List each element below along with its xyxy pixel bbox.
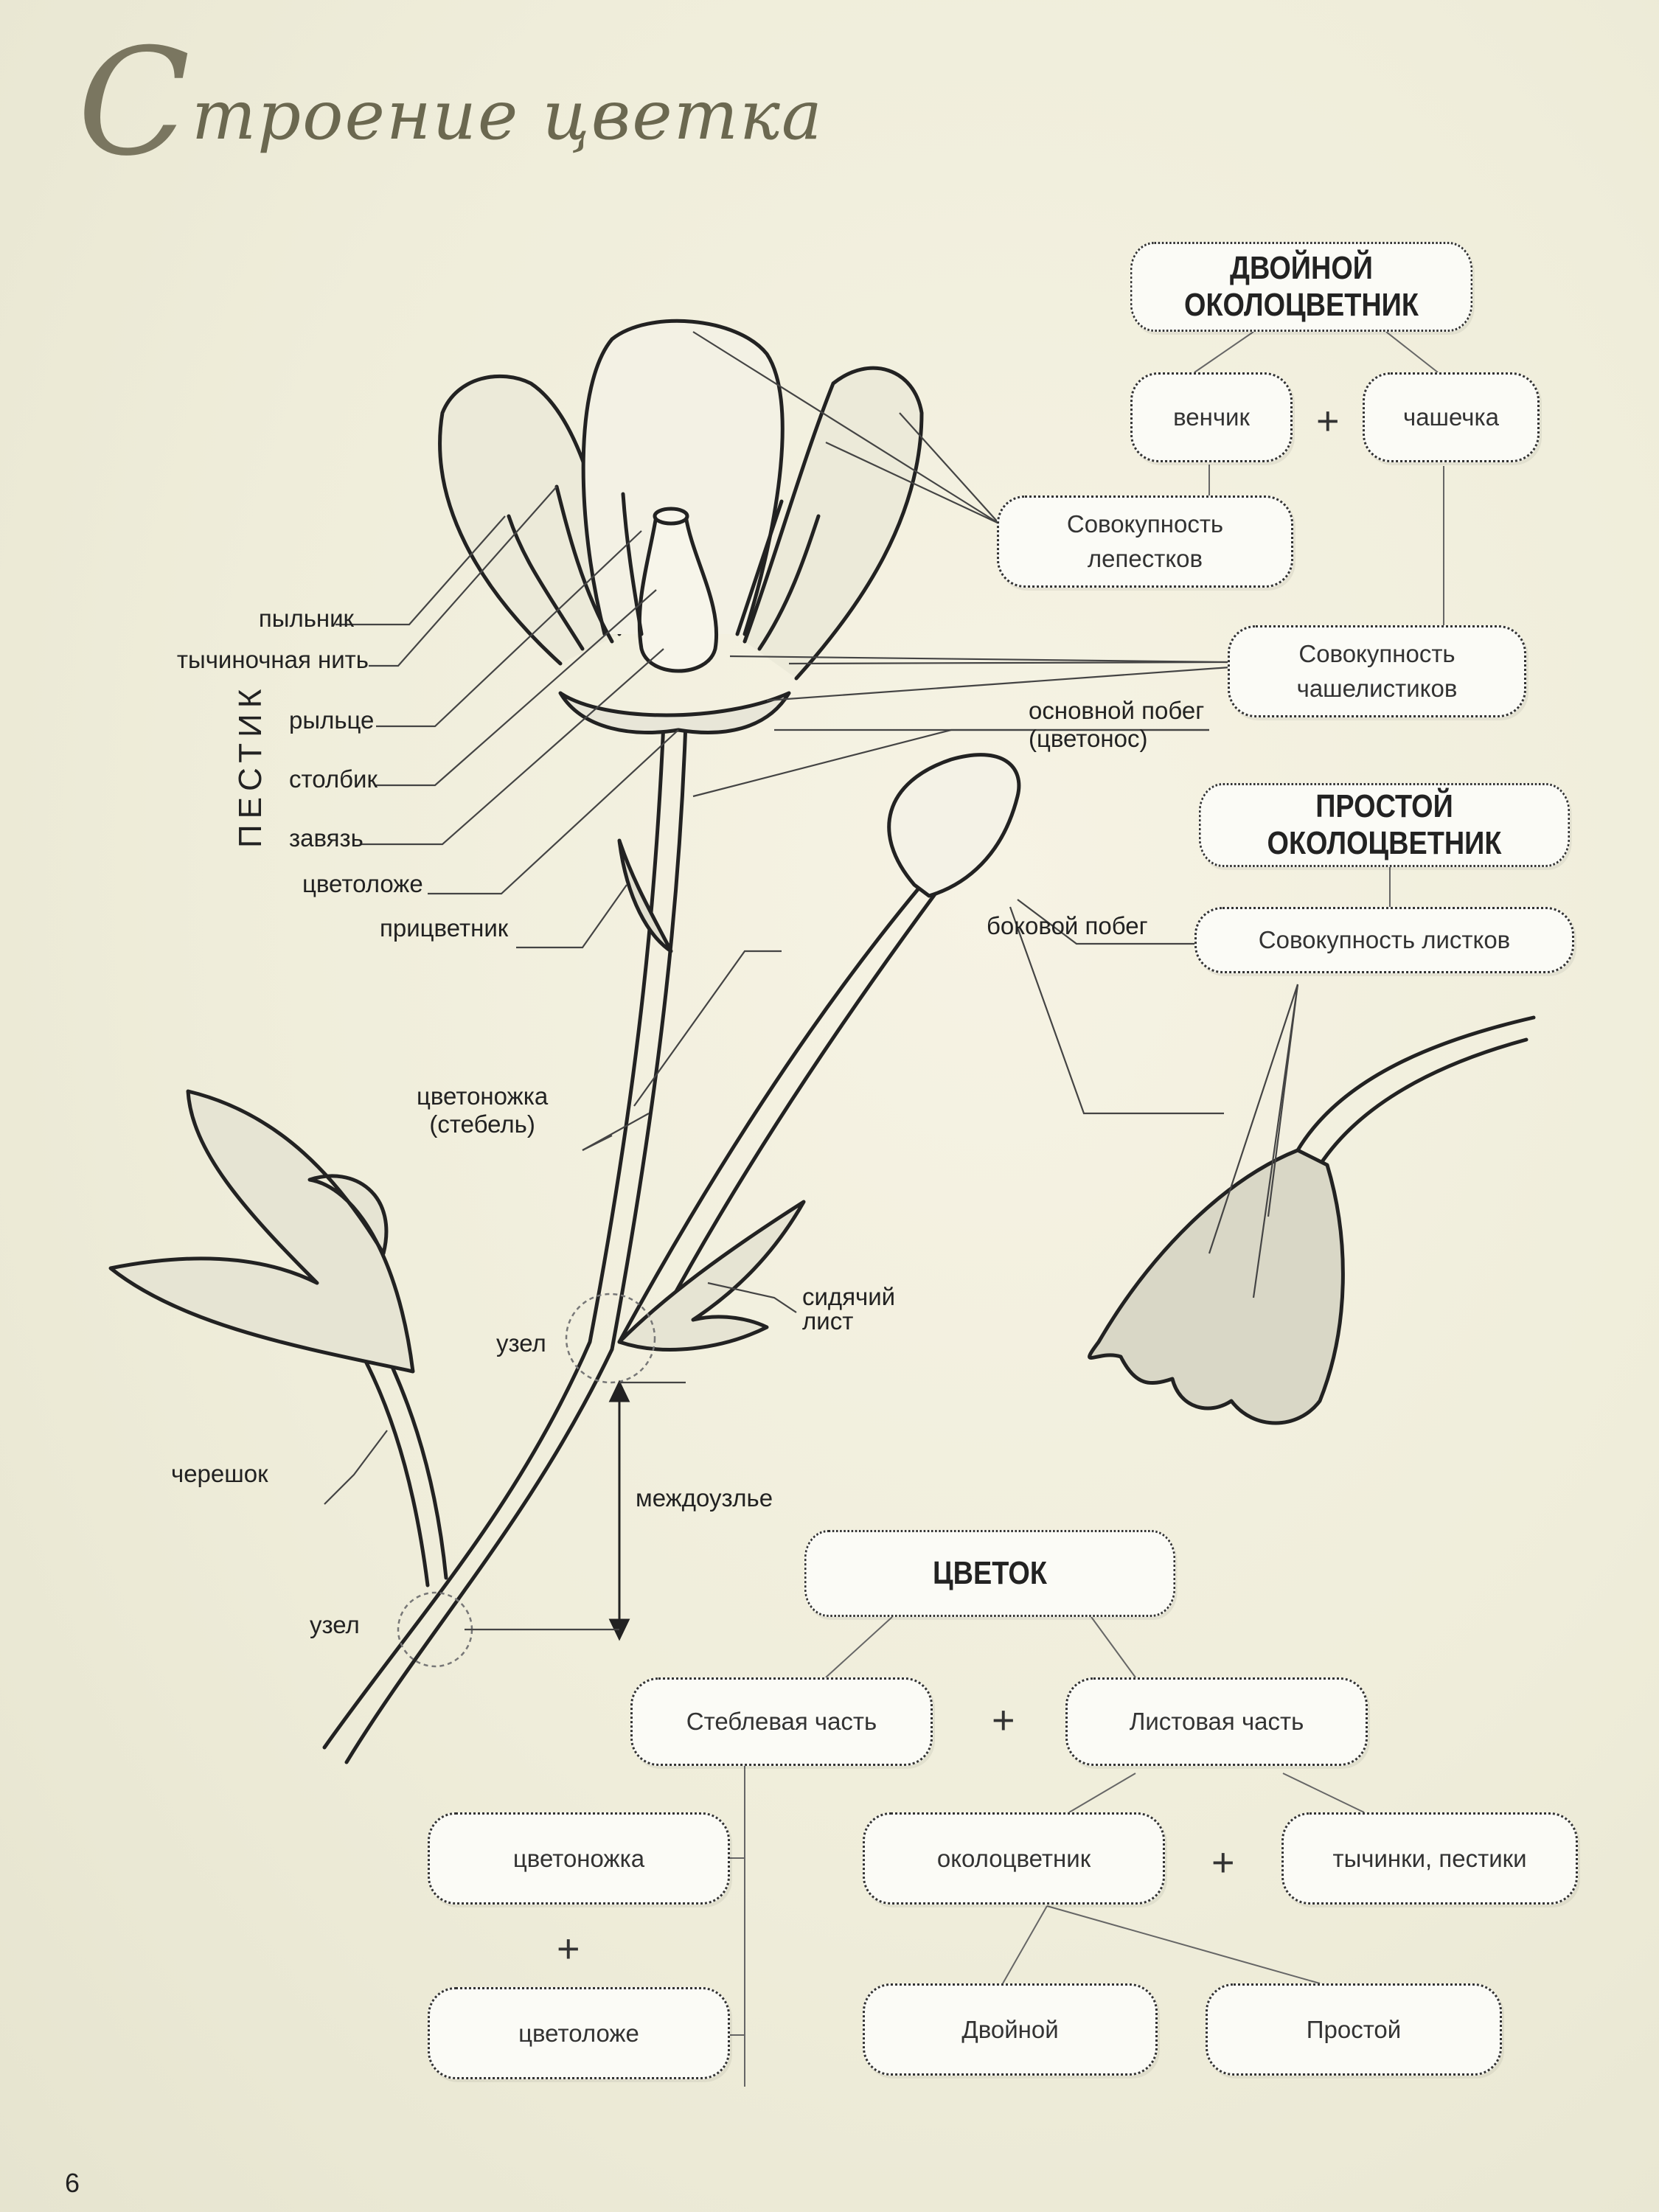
- corolla-box: венчик: [1130, 372, 1293, 462]
- label-style: столбик: [289, 765, 378, 793]
- label-side-shoot: боковой побег: [987, 912, 1148, 939]
- flower-tree-plus-top: +: [992, 1698, 1015, 1742]
- flower-tree-plus-left: +: [557, 1927, 580, 1971]
- perianth-box: околоцветник: [863, 1812, 1165, 1905]
- pedicel-box: цветоножка: [428, 1812, 730, 1905]
- label-sessile-line1: сидячий: [802, 1283, 896, 1310]
- receptacle-box: цветоложе: [428, 1987, 730, 2079]
- leaves-set-box: Совокупность листков: [1194, 907, 1574, 973]
- calyx-box: чашечка: [1363, 372, 1540, 462]
- title-initial: С: [77, 17, 192, 189]
- simple-perianth-title: ПРОСТОЙ ОКОЛОЦВЕТНИК: [1199, 783, 1570, 867]
- label-sessile-line2: лист: [802, 1307, 854, 1335]
- side-shoot-stem: [619, 885, 922, 1342]
- double-perianth-title: ДВОЙНОЙ ОКОЛОЦВЕТНИК: [1130, 242, 1472, 332]
- label-pistil: ПЕСТИК: [232, 683, 268, 848]
- label-node-top: узел: [496, 1329, 546, 1357]
- label-ovary: завязь: [289, 824, 364, 852]
- label-filament: тычиночная нить: [176, 646, 369, 673]
- page-number: 6: [65, 2168, 80, 2198]
- simple-box: Простой: [1206, 1983, 1502, 2076]
- double-perianth-plus: +: [1316, 399, 1340, 443]
- label-main-shoot-line1: основной побег: [1029, 697, 1205, 724]
- leaf-part-box: Листовая часть: [1065, 1677, 1368, 1766]
- label-internode: междоузлье: [636, 1484, 773, 1512]
- flower-tree-title: ЦВЕТОК: [804, 1530, 1175, 1617]
- label-receptacle: цветоложе: [302, 870, 423, 897]
- label-anther: пыльник: [258, 605, 354, 632]
- sepals-set-box: Совокупность чашелистиков: [1228, 625, 1526, 717]
- label-pedicel-line2: (стебель): [429, 1110, 535, 1138]
- petals-set-box: Совокупность лепестков: [997, 495, 1293, 588]
- label-bract: прицветник: [380, 914, 509, 942]
- double-box: Двойной: [863, 1983, 1158, 2076]
- label-main-shoot: [1029, 697, 1204, 753]
- label-main-shoot-line2: (цветонос): [1029, 724, 1148, 752]
- label-petiole: черешок: [171, 1460, 268, 1487]
- flower-tree-plus-right: +: [1211, 1840, 1235, 1885]
- bud: [889, 755, 1019, 896]
- left-leaf: [111, 1091, 413, 1371]
- side-shoot-stem-edge: [649, 892, 936, 1342]
- bell-flower: [1090, 1150, 1343, 1423]
- title-text: троение цветка: [192, 76, 824, 155]
- bell-stem-edge: [1320, 1040, 1526, 1165]
- label-stigma: рыльце: [289, 706, 375, 734]
- sessile-leaf: [619, 1202, 804, 1349]
- stamens-pistils-box: тычинки, пестики: [1281, 1812, 1578, 1905]
- label-sessile-leaf: [802, 1284, 895, 1333]
- label-pedicel-line1: цветоножка: [417, 1082, 549, 1110]
- label-pedicel: [417, 1082, 548, 1138]
- bract: [619, 841, 671, 951]
- label-node-bottom: узел: [310, 1611, 360, 1638]
- stem-part-box: Стеблевая часть: [630, 1677, 933, 1766]
- flower-receptacle: [560, 693, 789, 732]
